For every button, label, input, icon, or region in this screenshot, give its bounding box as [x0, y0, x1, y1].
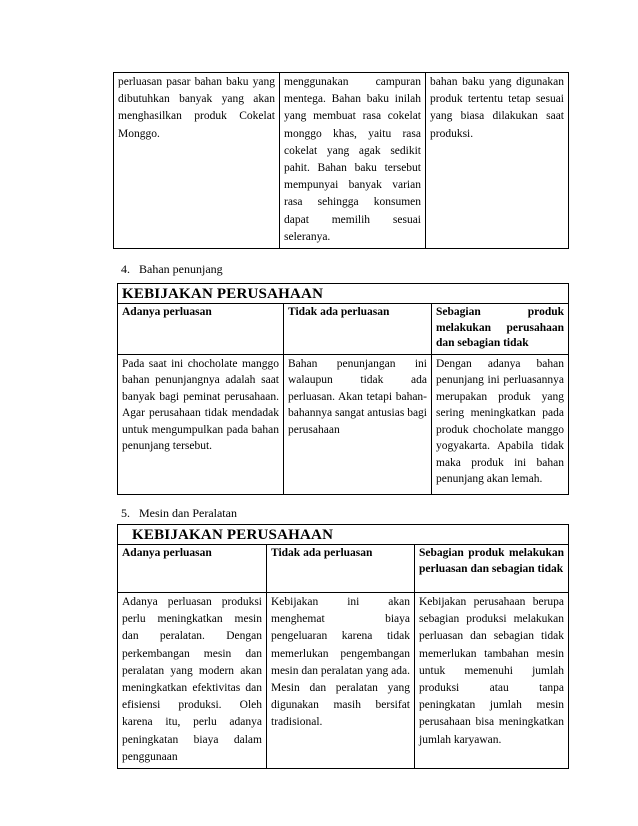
cell-adanya-perluasan: perluasan pasar bahan baku yang dibutuhkan banyak yang akan menghasilkan produk Cokelat Monggo. — [114, 73, 280, 249]
table-header-row — [118, 304, 569, 355]
section-title: Bahan penunjang — [139, 262, 223, 276]
cell-sebagian-produk: Kebijakan perusahaan berupa sebagian produksi melakukan perluasan dan sebagian tidak memerlukan tambahan mesin untuk memenuhi jumlah produksi atau tanpa peningkatan jumlah mesin perusahaan bisa meningkatkan jumlah karyawan. — [415, 593, 569, 769]
cell-sebagian-produk: Dengan adanya bahan penunjang ini perluasannya merupakan produk yang sering meningkatkan pada produk chocholate manggo yogyakarta. Apabila tidak maka produk ini bahan penunjang akan lemah. — [432, 354, 569, 494]
table-mesin-peralatan — [117, 524, 569, 769]
table-title: KEBIJAKAN PERUSAHAAN — [118, 525, 569, 545]
section-title: Mesin dan Peralatan — [139, 506, 237, 520]
table-bahan-penunjang — [117, 283, 569, 495]
cell-tidak-ada-perluasan: Kebijakan ini akan menghemat biaya pengeluaran karena tidak memerlukan pengembangan mesin dan peralatan yang ada. Mesin dan peralatan yang digunakan masih bersifat tradisional. — [267, 593, 415, 769]
cell-adanya-perluasan: Adanya perluasan produksi perlu meningkatkan mesin dan peralatan. Dengan perkembangan mesin dan peralatan yang modern akan meningkatkan efektivitas dan efisiensi produksi. Oleh karena itu, perlu adanya peningkatan biaya dalam penggunaan — [118, 593, 267, 769]
section-number: 4. — [121, 262, 130, 276]
table-row — [118, 354, 569, 494]
table-title-row — [118, 284, 569, 304]
header-sebagian-produk: Sebagian produk melakukan perusahaan dan sebagian tidak — [432, 304, 569, 355]
header-sebagian-produk: Sebagian produk melakukan perluasan dan sebagian tidak — [415, 545, 569, 593]
header-tidak-ada-perluasan: Tidak ada perluasan — [284, 304, 432, 355]
section-number: 5. — [121, 506, 130, 520]
cell-adanya-perluasan: Pada saat ini chocholate manggo bahan penunjangnya adalah saat banyak bagi peminat perusahaan. Agar perusahaan tidak mendadak untuk mengumpulkan pada bahan penunjang tersebut. — [118, 354, 284, 494]
header-adanya-perluasan: Adanya perluasan — [118, 545, 267, 593]
header-tidak-ada-perluasan: Tidak ada perluasan — [267, 545, 415, 593]
table-row — [118, 593, 569, 769]
table-bahan-baku-continued — [113, 72, 569, 249]
section-heading-mesin-peralatan — [121, 506, 237, 520]
cell-tidak-ada-perluasan: Bahan penunjangan ini walaupun tidak ada perluasan. Akan tetapi bahan-bahannya sangat antusias bagi perusahaan — [284, 354, 432, 494]
table-header-row — [118, 545, 569, 593]
section-heading-bahan-penunjang — [121, 262, 223, 276]
table-title: KEBIJAKAN PERUSAHAAN — [118, 284, 569, 304]
header-adanya-perluasan: Adanya perluasan — [118, 304, 284, 355]
cell-tidak-ada-perluasan: menggunakan campuran mentega. Bahan baku inilah yang membuat rasa cokelat monggo khas, yaitu rasa cokelat yang agak sedikit pahit. Bahan baku tersebut mempunyai banyak varian rasa sehingga konsumen dapat memilih sesuai seleranya. — [280, 73, 426, 249]
cell-sebagian-produk: bahan baku yang digunakan produk tertentu tetap sesuai yang biasa dilakukan saat produksi. — [426, 73, 569, 249]
table-row — [114, 73, 569, 249]
table-title-row — [118, 525, 569, 545]
